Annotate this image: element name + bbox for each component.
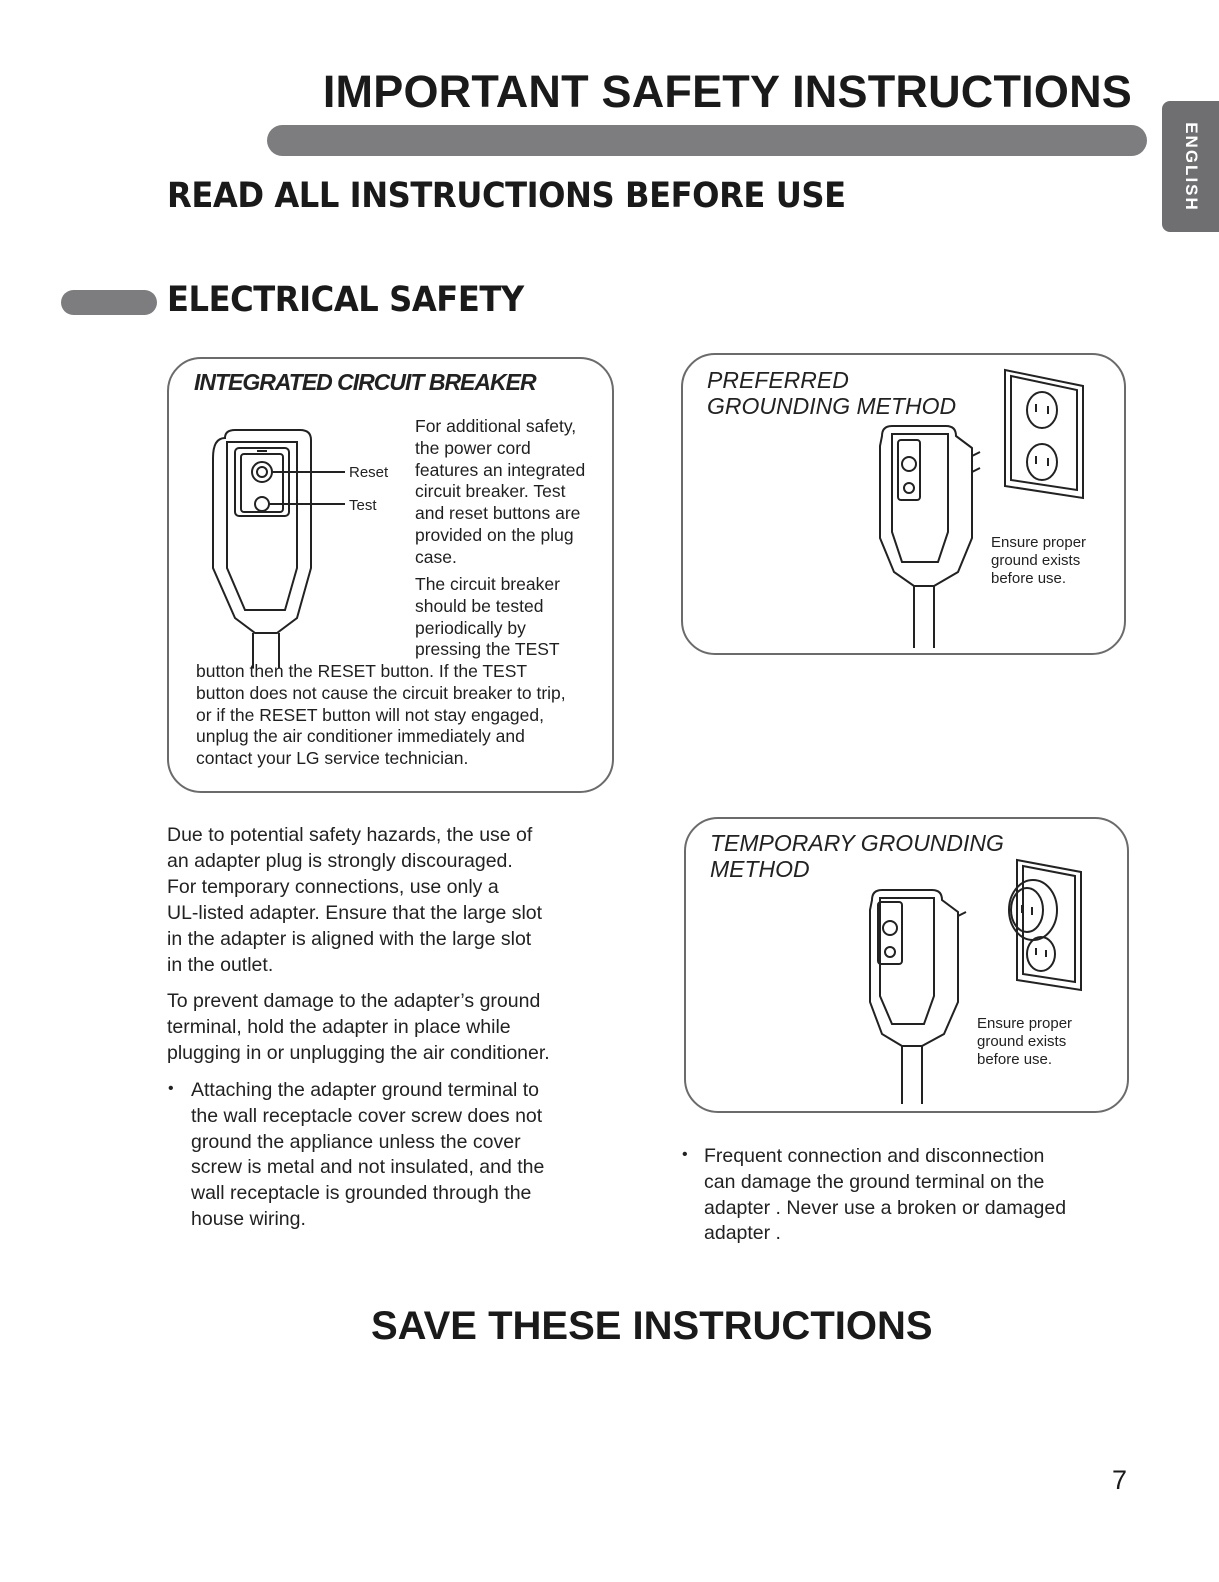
circuit-breaker-para2-continued [196,661,566,770]
text-line: To prevent damage to the adapter’s ground [167,990,541,1012]
text-line: Frequent connection and disconnection [704,1145,1045,1167]
text-line: should be tested [415,595,544,616]
note-line: before use. [977,1051,1053,1068]
section-marker [61,290,157,315]
text-line: button then the RESET button. If the TEST [196,661,528,681]
title-line: METHOD [710,856,810,882]
text-line: or if the RESET button will not stay engaged, [196,704,544,725]
language-tab-label: ENGLISH [1181,121,1201,212]
text-line: adapter . [704,1222,781,1245]
text-line: ground the appliance unless the cover [191,1130,521,1153]
circuit-breaker-box-title: INTEGRATED CIRCUIT BREAKER [194,369,536,395]
save-instructions-heading: SAVE THESE INSTRUCTIONS [371,1304,933,1348]
preferred-grounding-note [991,534,1086,588]
language-tab [1162,101,1219,232]
text-line: circuit breaker. Test [415,481,566,502]
text-line: pressing the TEST [415,639,560,660]
text-line: Attaching the adapter ground terminal to [191,1079,539,1101]
bullet-marker: • [682,1146,688,1163]
note-line: Ensure proper [977,1015,1073,1032]
circuit-breaker-para2 [415,574,560,661]
adapter-paragraph-1 [167,822,542,978]
text-line: For additional safety, [415,416,577,436]
text-line: plugging in or unplugging the air conditioner. [167,1042,550,1064]
page-title: IMPORTANT SAFETY INSTRUCTIONS [322,66,1132,117]
temporary-grounding-title [710,830,1004,882]
text-line: case. [415,546,457,567]
text-line: screw is metal and not insulated, and the [191,1156,545,1179]
title-line: TEMPORARY GROUNDING [710,830,1004,856]
note-line: before use. [991,570,1067,587]
circuit-breaker-para1 [415,416,585,569]
text-line: in the outlet. [167,954,274,976]
text-line: and reset buttons are [415,503,581,524]
text-line: button does not cause the circuit breaker to trip, [196,682,566,703]
text-line: terminal, hold the adapter in place while [167,1016,511,1038]
section-heading: ELECTRICAL SAFETY [167,280,524,320]
bullet-marker: • [168,1080,174,1097]
adapter-paragraph-2 [167,988,550,1066]
text-line: UL-listed adapter. Ensure that the large slot [167,902,543,924]
plug-illustration [866,886,970,1106]
temporary-grounding-note [977,1015,1072,1069]
title-line: PREFERRED [707,367,849,393]
text-line: The circuit breaker [415,574,560,594]
title-underline-bar [267,125,1147,156]
plug-illustration [876,422,986,650]
text-line: features an integrated [415,459,586,480]
text-line: adapter . Never use a broken or damaged [704,1196,1067,1219]
text-line: the wall receptacle cover screw does not [191,1104,543,1127]
text-line: contact your LG service technician. [196,748,469,769]
note-line: Ensure proper [991,534,1087,551]
page-number: 7 [1112,1465,1128,1495]
text-line: unplug the air conditioner immediately and [196,726,525,747]
text-line: house wiring. [191,1207,306,1230]
text-line: in the adapter is aligned with the large slot [167,928,532,950]
text-line: Due to potential safety hazards, the use of [167,824,533,846]
text-line: wall receptacle is grounded through the [191,1182,532,1205]
note-line: ground exists [977,1033,1067,1050]
preferred-grounding-title [707,367,956,419]
text-line: an adapter plug is strongly discouraged. [167,850,513,872]
text-line: periodically by [415,617,526,638]
test-callout: Test [349,497,377,514]
bullet-item-frequent-connection [704,1144,1066,1247]
text-line: can damage the ground terminal on the [704,1170,1045,1193]
note-line: ground exists [991,552,1081,569]
bullet-item-adapter-screw [191,1078,544,1233]
title-line: GROUNDING METHOD [707,393,957,419]
wall-outlet-illustration [1003,368,1085,500]
text-line: the power cord [415,437,531,458]
text-line: For temporary connections, use only a [167,876,499,898]
wall-outlet-with-adapter-illustration [1005,858,1083,992]
text-line: provided on the plug [415,524,574,545]
read-all-heading: READ ALL INSTRUCTIONS BEFORE USE [167,176,846,216]
reset-callout: Reset [349,464,389,481]
